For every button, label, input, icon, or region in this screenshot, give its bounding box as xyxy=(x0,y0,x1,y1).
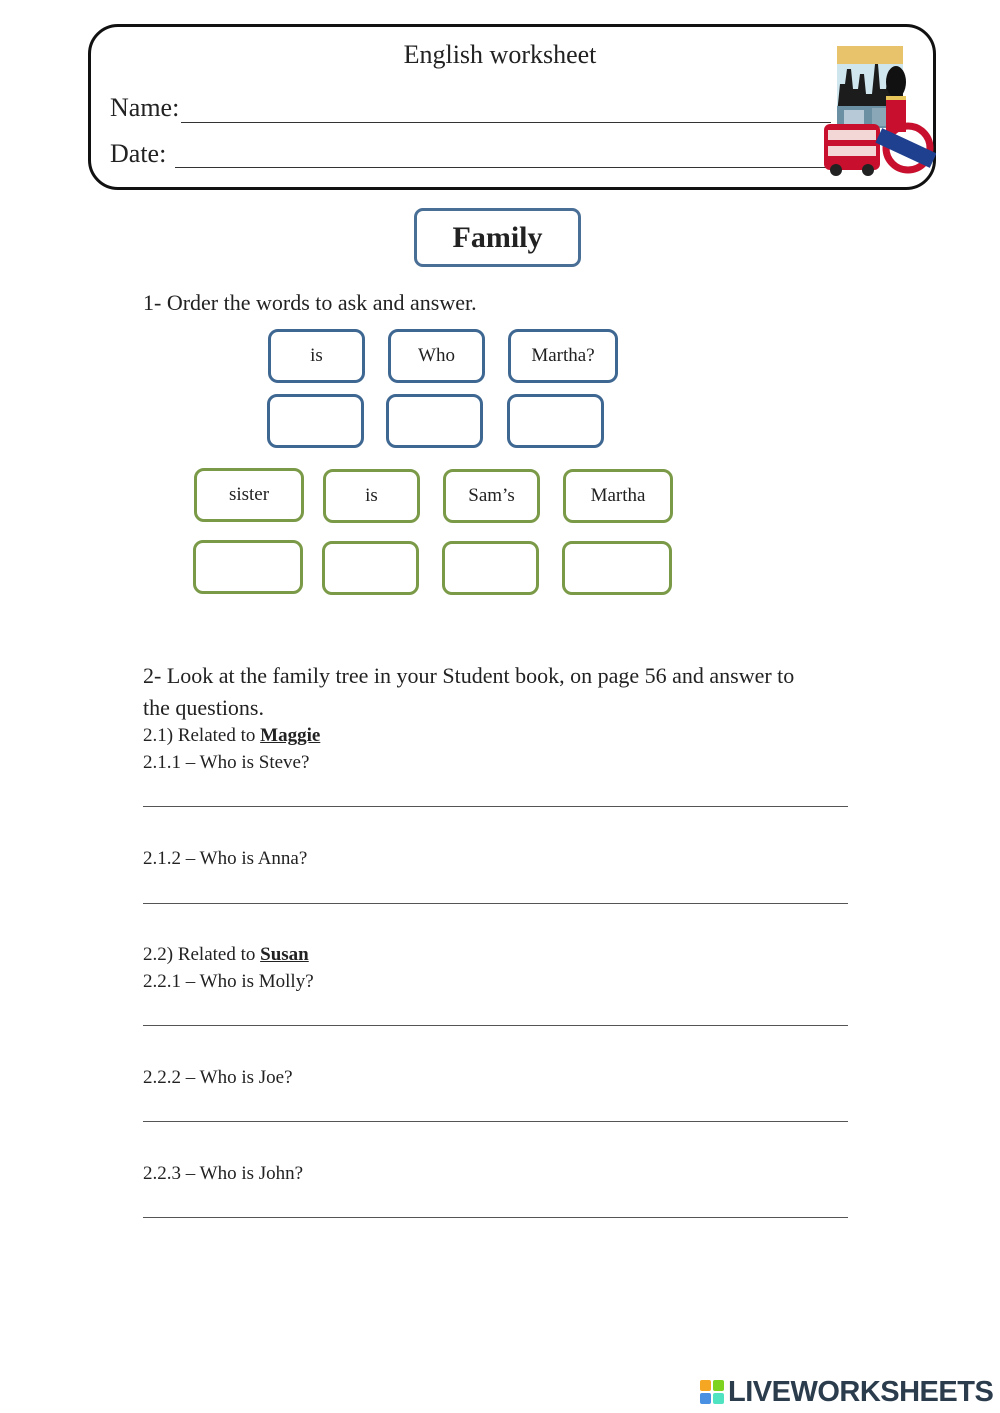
group2-heading xyxy=(143,944,309,966)
answer-line[interactable] xyxy=(143,1025,848,1026)
answer-word-tile[interactable]: is xyxy=(323,469,420,523)
group1-prefix: 2.1) Related to xyxy=(143,725,261,746)
exercise1-instruction: 1- Order the words to ask and answer. xyxy=(143,290,477,315)
answer-word-tile[interactable]: Sam’s xyxy=(443,469,540,523)
answer-word-tile[interactable]: sister xyxy=(194,468,304,522)
name-label: Name: xyxy=(110,93,180,122)
group1-name: Maggie xyxy=(260,725,321,746)
brand-text: LIVEWORKSHEETS xyxy=(728,1375,994,1408)
exercise2-instruction-line1: 2- Look at the family tree in your Student book, on page 56 and answer to xyxy=(143,663,795,688)
question-drop-slot[interactable] xyxy=(386,394,483,448)
question-drop-slot[interactable] xyxy=(267,394,364,448)
question-2-1-1: 2.1.1 – Who is Steve? xyxy=(143,752,310,773)
answer-line[interactable] xyxy=(143,1217,848,1218)
question-2-2-1: 2.2.1 – Who is Molly? xyxy=(143,971,314,992)
question-drop-slot[interactable] xyxy=(507,394,604,448)
exercise2-instruction-line2: the questions. xyxy=(143,695,264,720)
question-2-1-2: 2.1.2 – Who is Anna? xyxy=(143,848,308,869)
worksheet-header-title: English worksheet xyxy=(403,40,597,69)
answer-drop-slot[interactable] xyxy=(322,541,419,595)
liveworksheets-logo-icon xyxy=(700,1380,724,1404)
question-2-2-2: 2.2.2 – Who is Joe? xyxy=(143,1067,293,1088)
answer-drop-slot[interactable] xyxy=(193,540,303,594)
question-word-tile[interactable]: Who xyxy=(388,329,485,383)
answer-line[interactable] xyxy=(143,1121,848,1122)
question-word-tile[interactable]: Martha? xyxy=(508,329,618,383)
answer-drop-slot[interactable] xyxy=(442,541,539,595)
group1-heading xyxy=(143,725,320,747)
worksheet-title: Family xyxy=(414,208,581,267)
london-illustration xyxy=(820,44,936,178)
question-2-2-3: 2.2.3 – Who is John? xyxy=(143,1163,304,1184)
liveworksheets-brand xyxy=(700,1374,994,1410)
group2-name: Susan xyxy=(260,944,309,965)
name-field[interactable] xyxy=(181,122,831,123)
group2-prefix: 2.2) Related to xyxy=(143,944,261,965)
answer-line[interactable] xyxy=(143,903,848,904)
question-word-tile[interactable]: is xyxy=(268,329,365,383)
date-label: Date: xyxy=(110,139,167,168)
date-field[interactable] xyxy=(175,167,831,168)
answer-line[interactable] xyxy=(143,806,848,807)
answer-drop-slot[interactable] xyxy=(562,541,672,595)
answer-word-tile[interactable]: Martha xyxy=(563,469,673,523)
